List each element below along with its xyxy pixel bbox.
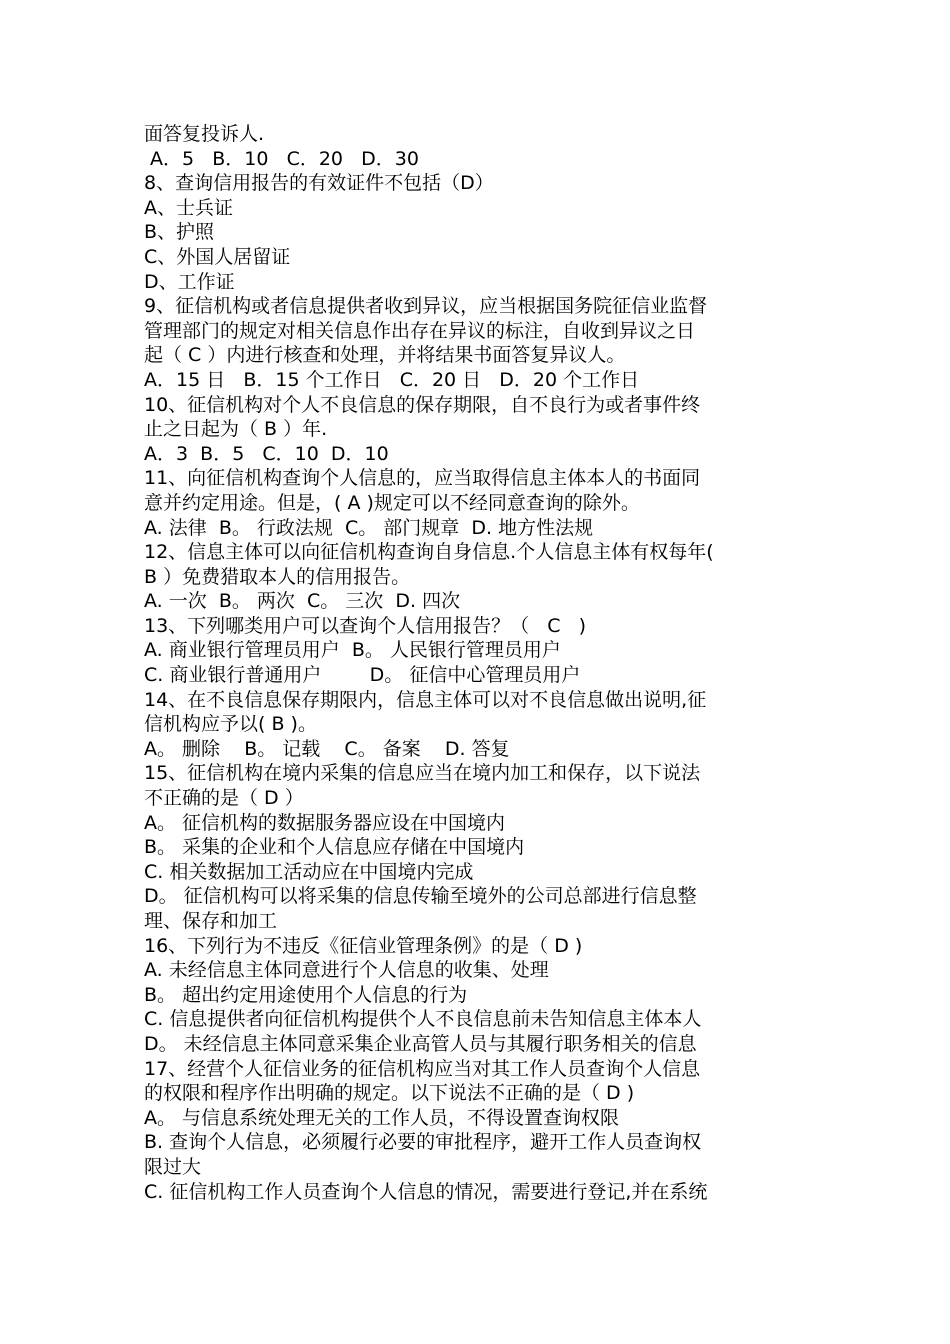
option-line: B、护照	[144, 221, 215, 244]
question-12: 12、信息主体可以向征信机构查询自身信息.个人信息主体有权每年(	[144, 541, 714, 564]
text-line: A．5 B．10 C．20 D．30	[144, 147, 419, 170]
option-line: A。 征信机构的数据服务器应设在中国境内	[144, 811, 506, 834]
text-line: 止之日起为（ B ）年.	[144, 418, 328, 441]
option-line: A. 未经信息主体同意进行个人信息的收集、处理	[144, 959, 549, 982]
question-13: 13、下列哪类用户可以查询个人信用报告？（ C )	[144, 614, 587, 637]
text-line: 理、保存和加工	[144, 910, 278, 932]
text-line: 的权限和程序作出明确的规定。以下说法不正确的是（ D )	[144, 1082, 635, 1105]
question-10: 10、征信机构对个人不良信息的保存期限，自不良行为或者事件终	[144, 393, 701, 416]
question-17: 17、经营个人征信业务的征信机构应当对其工作人员查询个人信息	[144, 1057, 701, 1080]
option-line: B. 查询个人信息，必须履行必要的审批程序，避开工作人员查询权	[144, 1131, 702, 1154]
text-line: 不正确的是（ D ）	[144, 787, 304, 810]
option-line: A。 删除 B。 记载 C。 备案 D. 答复	[144, 737, 510, 760]
text-line: B ）免费猎取本人的信用报告。	[144, 565, 411, 588]
option-line: A。 与信息系统处理无关的工作人员，不得设置查询权限	[144, 1106, 620, 1129]
text-line: 管理部门的规定对相关信息作出存在异议的标注，自收到异议之日	[144, 319, 696, 342]
text-line: 意并约定用途。但是，( A )规定可以不经同意查询的除外。	[144, 491, 640, 514]
option-line: A. 商业银行管理员用户 B。 人民银行管理员用户	[144, 639, 561, 662]
option-line: A. 法律 B。 行政法规 C。 部门规章 D. 地方性法规	[144, 516, 594, 539]
option-line: C. 相关数据加工活动应在中国境内完成	[144, 860, 474, 883]
question-14: 14、在不良信息保存期限内，信息主体可以对不良信息做出说明,征	[144, 688, 707, 711]
option-line: C、外国人居留证	[144, 245, 291, 268]
question-9: 9、征信机构或者信息提供者收到异议，应当根据国务院征信业监督	[144, 295, 708, 318]
document-page	[144, 122, 809, 1204]
text-line: 起（ C ）内进行核查和处理，并将结果书面答复异议人。	[144, 344, 626, 367]
text-line: 信机构应予以( B )。	[144, 713, 317, 736]
option-line: C. 信息提供者向征信机构提供个人不良信息前未告知信息主体本人	[144, 1008, 702, 1031]
option-line: D。 征信机构可以将采集的信息传输至境外的公司总部进行信息整	[144, 885, 697, 908]
option-line: B。 超出约定用途使用个人信息的行为	[144, 983, 468, 1006]
option-line: A．3 B．5 C．10 D．10	[144, 442, 389, 465]
option-line: D。 未经信息主体同意采集企业高管人员与其履行职务相关的信息	[144, 1032, 697, 1055]
text-line: 限过大	[144, 1155, 202, 1178]
question-8: 8、查询信用报告的有效证件不包括（D）	[144, 172, 494, 195]
option-line: A．15 日 B．15 个工作日 C．20 日 D．20 个工作日	[144, 368, 640, 391]
option-line: C. 征信机构工作人员查询个人信息的情况，需要进行登记,并在系统	[144, 1180, 708, 1203]
question-15: 15、征信机构在境内采集的信息应当在境内加工和保存，以下说法	[144, 762, 701, 785]
option-line: A. 一次 B。 两次 C。 三次 D. 四次	[144, 590, 461, 613]
option-line: D、工作证	[144, 270, 235, 293]
text-line: 面答复投诉人.	[144, 123, 265, 145]
question-11: 11、向征信机构查询个人信息的，应当取得信息主体本人的书面同	[144, 467, 701, 490]
option-line: C. 商业银行普通用户 D。 征信中心管理员用户	[144, 664, 581, 687]
option-line: B。 采集的企业和个人信息应存储在中国境内	[144, 836, 525, 859]
option-line: A、士兵证	[144, 196, 233, 219]
question-16: 16、下列行为不违反《征信业管理条例》的是（ D )	[144, 934, 583, 957]
